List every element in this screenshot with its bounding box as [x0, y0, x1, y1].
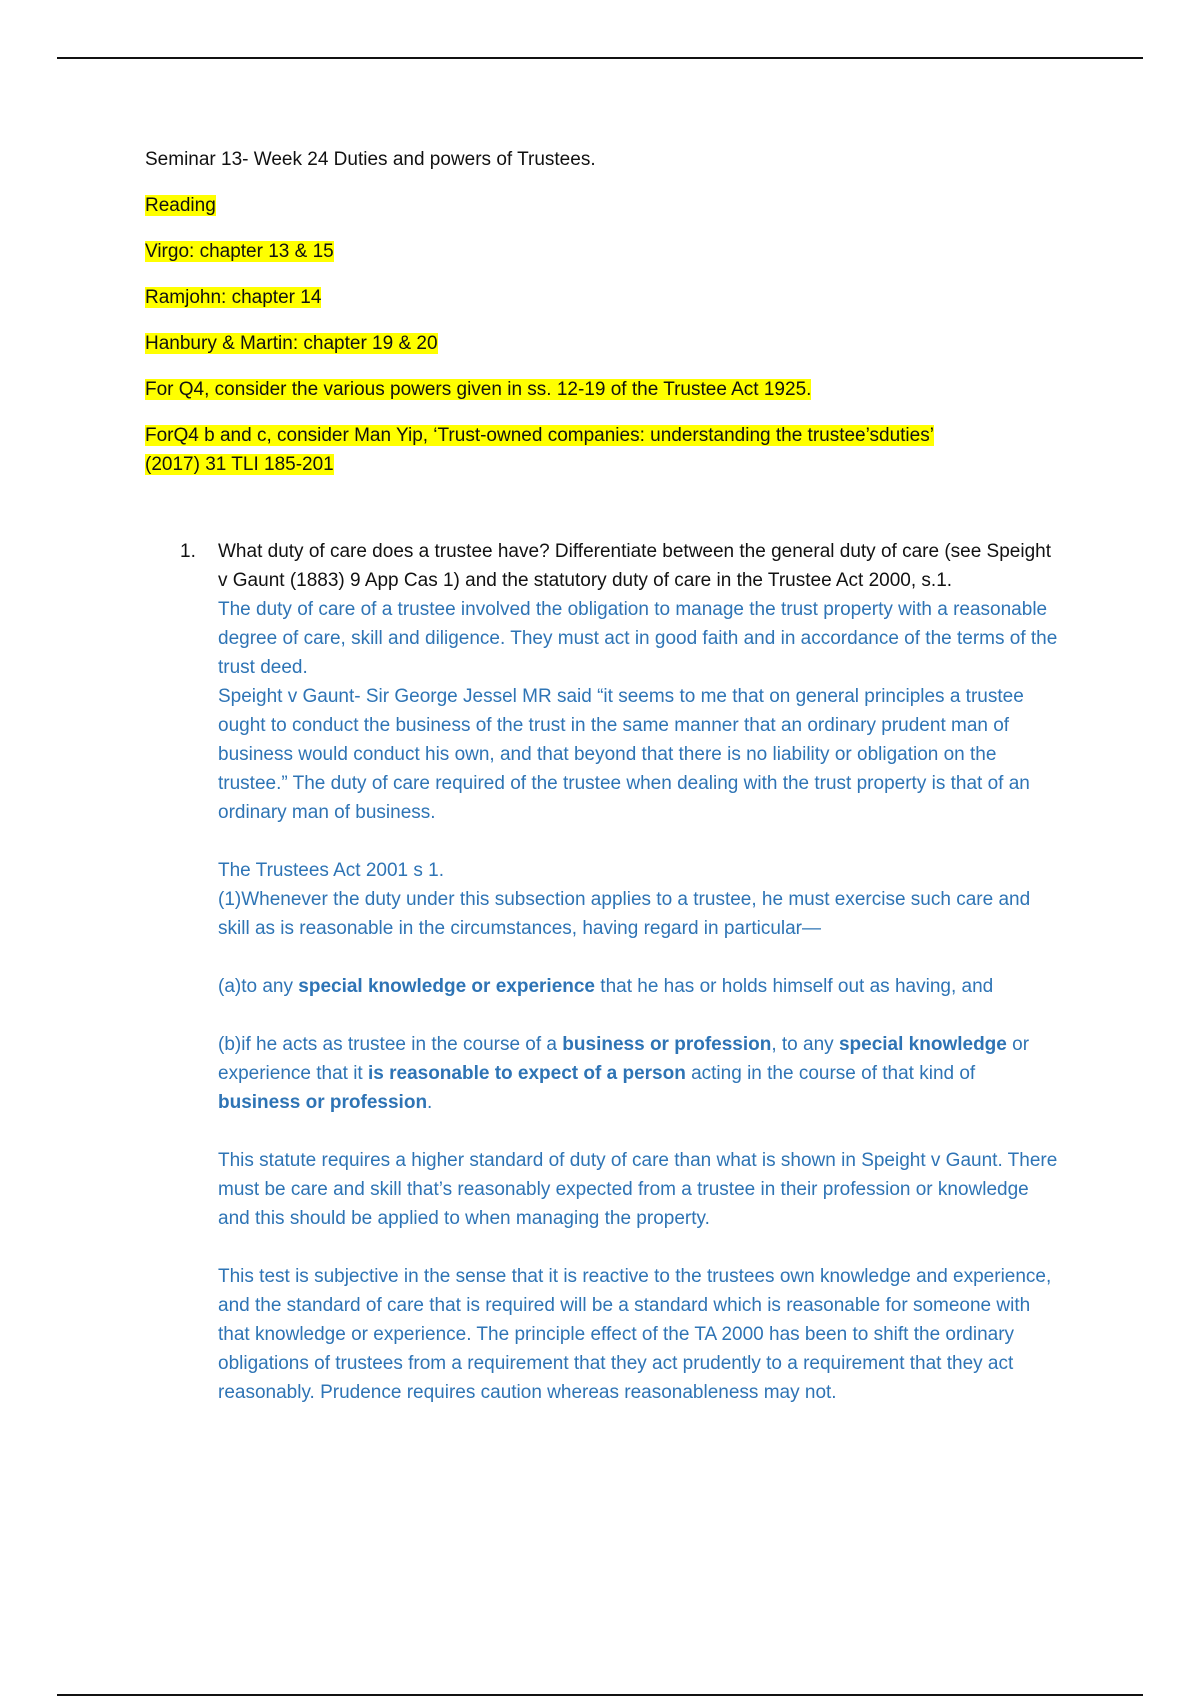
- text-run: , to any: [771, 1034, 839, 1055]
- answer-paragraph-duty: The duty of care of a trustee involved the obligation to manage the trust property with a reasonable degree of care, skill and diligence. They must act in good faith and in accordance of the terms of the trust deed.: [218, 599, 1058, 678]
- reading-list: [145, 191, 1075, 479]
- document-header: [145, 145, 1075, 479]
- reading-item-hanbury: [145, 329, 1075, 358]
- spacer: [218, 1233, 1060, 1262]
- text-run: (a)to any: [218, 976, 299, 997]
- reading-yip-line2: (2017) 31 TLI 185-201: [145, 454, 334, 475]
- reading-item-text: Virgo: chapter 13 & 15: [145, 241, 334, 262]
- act-paragraph-b: [218, 1030, 1060, 1117]
- spacer: [218, 827, 1060, 856]
- reading-heading-text: Reading: [145, 195, 216, 216]
- answer-paragraph-statute: This statute requires a higher standard of duty of care than what is shown in Speight v Gaunt. There must be care and skill that’s reasonably expected from a trustee in their profession or knowledge and this should be applied to when managing the property.: [218, 1150, 1058, 1229]
- spacer: [218, 943, 1060, 972]
- bold-run: business or profession: [562, 1034, 772, 1055]
- act-heading: The Trustees Act 2001 s 1.: [218, 860, 445, 881]
- text-run: that he has or holds himself out as having, and: [595, 976, 994, 997]
- reading-item-text: For Q4, consider the various powers given in ss. 12-19 of the Trustee Act 1925.: [145, 379, 812, 400]
- bold-run: is reasonable to expect of a person: [367, 1063, 686, 1084]
- bold-run: special knowledge: [838, 1034, 1007, 1055]
- reading-item-q4: [145, 375, 1075, 404]
- spacer: [218, 1117, 1060, 1146]
- question-1: [180, 537, 1060, 1407]
- reading-item-ramjohn: [145, 283, 1075, 312]
- text-run: .: [427, 1092, 433, 1113]
- bottom-rule: [57, 1694, 1143, 1696]
- text-run: (b)if he acts as trustee in the course of a: [218, 1034, 563, 1055]
- reading-heading: [145, 191, 1075, 220]
- bold-run: business or profession: [218, 1092, 428, 1113]
- page-title: Seminar 13- Week 24 Duties and powers of Trustees.: [145, 149, 596, 170]
- answer-paragraph-subjective-test: This test is subjective in the sense that it is reactive to the trustees own knowledge and experience, and the standard of care that is required will be a standard which is reasonable for someone with that knowledge or experience. The principle effect of the TA 2000 has been to shift the ordinary obligations of trustees from a requirement that they act prudently to a requirement that they act reasonably. Prudence requires caution whereas reasonableness may not.: [218, 1266, 1052, 1403]
- text-run: acting in the course of that kind of: [685, 1063, 976, 1084]
- question-list: [180, 537, 1060, 1407]
- spacer: [218, 1001, 1060, 1030]
- reading-yip-line1: ForQ4 b and c, consider Man Yip, ‘Trust-owned companies: understanding the trustee’sduties’: [145, 425, 934, 446]
- answer-paragraph-speight: Speight v Gaunt- Sir George Jessel MR said “it seems to me that on general principles a trustee ought to conduct the business of the trust in the same manner that an ordinary prudent man of business would conduct his own, and that beyond that there is no liability or obligation on the trustee.” The duty of care required of the trustee when dealing with the trust property is that of an ordinary man of business.: [218, 686, 1030, 823]
- question-number: 1.: [180, 541, 196, 562]
- act-subsection-1: (1)Whenever the duty under this subsection applies to a trustee, he must exercise such care and skill as is reasonable in the circumstances, having regard in particular—: [218, 889, 1031, 939]
- text-run: or experience that it: [218, 1034, 1030, 1084]
- bold-run: special knowledge or experience: [298, 976, 596, 997]
- reading-item-text: Ramjohn: chapter 14: [145, 287, 322, 308]
- top-rule: [57, 57, 1143, 59]
- reading-item-virgo: [145, 237, 1075, 266]
- reading-item-text: Hanbury & Martin: chapter 19 & 20: [145, 333, 438, 354]
- reading-item-yip: [145, 421, 1075, 479]
- question-text: What duty of care does a trustee have? Differentiate between the general duty of care (see Speight v Gaunt (1883) 9 App Cas 1) and the statutory duty of care in the Trustee Act 2000, s.1.: [218, 541, 1051, 591]
- act-paragraph-a: [218, 972, 1060, 1001]
